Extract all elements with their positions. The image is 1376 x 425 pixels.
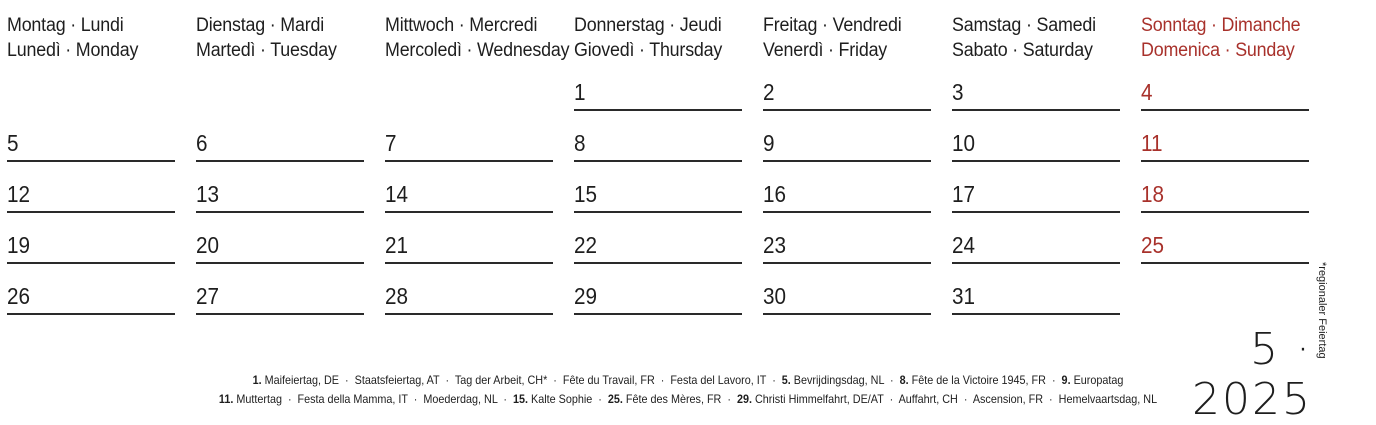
date-number: 24	[952, 232, 976, 258]
month-year-title: 5 · 2025	[1192, 324, 1312, 425]
holiday-date: 11.	[218, 392, 234, 406]
date-number: 8	[574, 130, 586, 156]
weekday-header	[1141, 13, 1329, 63]
date-number: 7	[385, 130, 397, 156]
date-cell[interactable]	[385, 265, 553, 315]
date-number: 9	[763, 130, 775, 156]
date-cell[interactable]	[763, 61, 931, 111]
date-number: 17	[952, 181, 976, 207]
weekday-name-line2: Sabato · Saturday	[952, 40, 1093, 61]
holiday-names: Fête de la Victoire 1945, FR ·	[908, 373, 1062, 387]
date-cell[interactable]	[1141, 163, 1309, 213]
date-number: 25	[1141, 232, 1165, 258]
holiday-names: Bevrijdingsdag, NL ·	[790, 373, 900, 387]
weekday-name-line1: Dienstag · Mardi	[196, 15, 325, 36]
holiday-names: Christi Himmelfahrt, DE/AT · Auffahrt, CH · Ascension, FR · Hemelvaartsdag, NL	[751, 392, 1158, 406]
date-number: 1	[574, 79, 586, 105]
date-cell[interactable]	[196, 112, 364, 162]
date-number: 14	[385, 181, 409, 207]
date-cell[interactable]	[7, 163, 175, 213]
date-number: 23	[763, 232, 787, 258]
date-cell[interactable]	[196, 163, 364, 213]
date-number: 21	[385, 232, 409, 258]
date-number: 6	[196, 130, 208, 156]
date-number: 22	[574, 232, 598, 258]
date-number: 28	[385, 283, 409, 309]
holiday-names: Maifeiertag, DE · Staatsfeiertag, AT · Tag der Arbeit, CH* · Fête du Travail, FR · Festa del Lavoro, IT ·	[261, 373, 782, 387]
holiday-names: Europatag	[1070, 373, 1124, 387]
date-cell[interactable]	[952, 214, 1120, 264]
date-cell[interactable]	[952, 163, 1120, 213]
date-cell[interactable]	[7, 112, 175, 162]
date-number: 16	[763, 181, 787, 207]
holiday-line-1	[69, 371, 1307, 390]
date-cell[interactable]	[763, 163, 931, 213]
holiday-names: Fête des Mères, FR ·	[622, 392, 737, 406]
holiday-date: 29.	[736, 392, 752, 406]
date-cell[interactable]	[574, 163, 742, 213]
date-cell[interactable]	[763, 214, 931, 264]
weekday-name-line2: Mercoledì · Wednesday	[385, 40, 570, 61]
date-number: 3	[952, 79, 964, 105]
date-number: 29	[574, 283, 598, 309]
holiday-line-2	[69, 390, 1307, 409]
date-number: 13	[196, 181, 220, 207]
date-number: 12	[7, 181, 31, 207]
date-cell[interactable]	[952, 61, 1120, 111]
weekday-name-line1: Sonntag · Dimanche	[1141, 15, 1301, 36]
date-cell[interactable]	[196, 214, 364, 264]
regional-holiday-note: *regionaler Feiertag	[1316, 262, 1328, 359]
date-number: 4	[1141, 79, 1153, 105]
date-number: 20	[196, 232, 220, 258]
weekday-name-line1: Freitag · Vendredi	[763, 15, 902, 36]
date-cell[interactable]	[574, 61, 742, 111]
weekday-header	[196, 13, 384, 63]
weekday-name-line2: Giovedì · Thursday	[574, 40, 723, 61]
date-cell[interactable]	[1141, 112, 1309, 162]
weekday-header	[952, 13, 1140, 63]
weekday-header	[574, 13, 762, 63]
date-cell[interactable]	[763, 112, 931, 162]
holiday-date: 1.	[252, 373, 262, 387]
date-cell[interactable]	[952, 265, 1120, 315]
weekday-name-line2: Lunedì · Monday	[7, 40, 139, 61]
date-cell[interactable]	[574, 112, 742, 162]
date-number: 11	[1141, 130, 1163, 156]
date-cell[interactable]	[385, 214, 553, 264]
date-number: 5	[7, 130, 19, 156]
weekday-name-line2: Domenica · Sunday	[1141, 40, 1295, 61]
holiday-list	[0, 371, 1376, 409]
weekday-name-line2: Martedì · Tuesday	[196, 40, 337, 61]
weekday-header	[385, 13, 573, 63]
date-cell[interactable]	[1141, 61, 1309, 111]
holiday-date: 15.	[513, 392, 529, 406]
date-number: 26	[7, 283, 31, 309]
holiday-date: 8.	[899, 373, 909, 387]
date-number: 30	[763, 283, 787, 309]
date-cell[interactable]	[196, 265, 364, 315]
date-number: 18	[1141, 181, 1165, 207]
date-cell[interactable]	[7, 265, 175, 315]
date-number: 2	[763, 79, 775, 105]
holiday-names: Kalte Sophie ·	[528, 392, 608, 406]
date-cell[interactable]	[763, 265, 931, 315]
date-number: 31	[952, 283, 976, 309]
date-cell[interactable]	[7, 214, 175, 264]
date-cell[interactable]	[574, 214, 742, 264]
weekday-name-line1: Montag · Lundi	[7, 15, 124, 36]
weekday-name-line1: Donnerstag · Jeudi	[574, 15, 722, 36]
holiday-date: 25.	[607, 392, 623, 406]
date-number: 27	[196, 283, 220, 309]
holiday-names: Muttertag · Festa della Mamma, IT · Moederdag, NL ·	[233, 392, 514, 406]
weekday-header	[7, 13, 195, 63]
date-cell[interactable]	[952, 112, 1120, 162]
date-cell[interactable]	[1141, 214, 1309, 264]
weekday-name-line2: Venerdì · Friday	[763, 40, 888, 61]
date-number: 10	[952, 130, 976, 156]
weekday-name-line1: Mittwoch · Mercredi	[385, 15, 538, 36]
holiday-date: 5.	[781, 373, 791, 387]
date-cell[interactable]	[385, 163, 553, 213]
date-number: 19	[7, 232, 31, 258]
weekday-name-line1: Samstag · Samedi	[952, 15, 1096, 36]
date-number: 15	[574, 181, 598, 207]
weekday-header	[763, 13, 951, 63]
holiday-date: 9.	[1061, 373, 1071, 387]
date-cell[interactable]	[385, 112, 553, 162]
date-cell[interactable]	[574, 265, 742, 315]
